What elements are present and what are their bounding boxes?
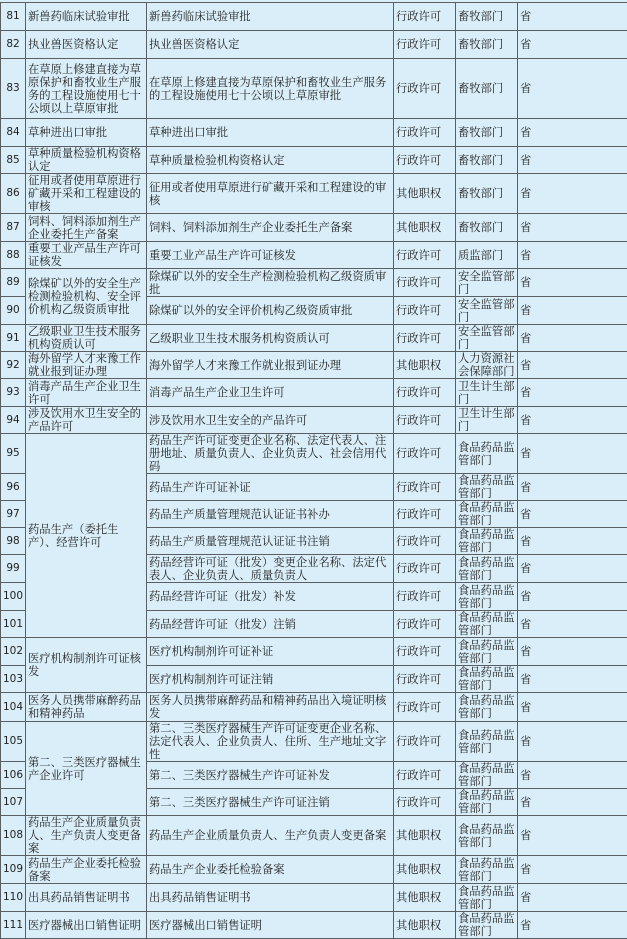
power-item-name: 征用或者使用草原进行矿藏开采和工程建设的审核 — [26, 174, 147, 214]
power-item-name: 草种进出口审批 — [26, 119, 147, 147]
row-number: 100 — [1, 583, 26, 611]
power-item-name: 乙级职业卫生技术服务机构资质认可 — [26, 325, 147, 352]
sub-item-name: 消毒产品生产企业卫生许可 — [147, 379, 394, 407]
sub-item-name: 药品生产许可证变更企业名称、法定代表人、注册地址、质量负责人、企业负责人、社会信用代码 — [147, 434, 394, 474]
level: 省 — [518, 912, 627, 939]
power-type: 其他职权 — [394, 174, 456, 214]
power-item-name: 药品生产（委托生产）、经营许可 — [26, 434, 147, 638]
power-type: 行政许可 — [394, 789, 456, 816]
power-type: 行政许可 — [394, 474, 456, 501]
power-type: 行政许可 — [394, 583, 456, 611]
sub-item-name: 药品经营许可证（批发）注销 — [147, 611, 394, 638]
department: 食品药品监管部门 — [456, 434, 518, 474]
row-number: 83 — [1, 59, 26, 119]
row-number: 86 — [1, 174, 26, 214]
level: 省 — [518, 147, 627, 174]
table-row — [1, 352, 627, 379]
table-row — [1, 912, 627, 939]
level: 省 — [518, 174, 627, 214]
department: 畜牧部门 — [456, 59, 518, 119]
department: 食品药品监管部门 — [456, 501, 518, 528]
department: 畜牧部门 — [456, 174, 518, 214]
level: 省 — [518, 789, 627, 816]
department: 食品药品监管部门 — [456, 666, 518, 693]
level: 省 — [518, 407, 627, 434]
power-type: 行政许可 — [394, 59, 456, 119]
sub-item-name: 出具药品销售证明书 — [147, 884, 394, 912]
row-number: 91 — [1, 325, 26, 352]
row-number: 97 — [1, 501, 26, 528]
row-number: 106 — [1, 762, 26, 789]
level: 省 — [518, 31, 627, 59]
row-number: 101 — [1, 611, 26, 638]
table-row — [1, 856, 627, 884]
level: 省 — [518, 119, 627, 147]
power-item-name: 草种质量检验机构资格认定 — [26, 147, 147, 174]
sub-item-name: 药品生产质量管理规范认证证书注销 — [147, 528, 394, 555]
level: 省 — [518, 214, 627, 242]
department: 食品药品监管部门 — [456, 693, 518, 722]
table-row — [1, 59, 627, 119]
level: 省 — [518, 693, 627, 722]
row-number: 90 — [1, 297, 26, 325]
table-row — [1, 269, 627, 297]
power-type: 其他职权 — [394, 214, 456, 242]
row-number: 107 — [1, 789, 26, 816]
table-row — [1, 119, 627, 147]
power-type: 行政许可 — [394, 119, 456, 147]
sub-item-name: 新兽药临床试验审批 — [147, 3, 394, 31]
row-number: 104 — [1, 693, 26, 722]
level: 省 — [518, 762, 627, 789]
department: 安全监管部门 — [456, 269, 518, 297]
power-item-name: 第二、三类医疗器械生产企业许可 — [26, 722, 147, 816]
sub-item-name: 饲料、饲料添加剂生产企业委托生产备案 — [147, 214, 394, 242]
power-type: 行政许可 — [394, 434, 456, 474]
sub-item-name: 草种进出口审批 — [147, 119, 394, 147]
department: 畜牧部门 — [456, 214, 518, 242]
level: 省 — [518, 638, 627, 666]
power-type: 其他职权 — [394, 856, 456, 884]
power-type: 行政许可 — [394, 147, 456, 174]
level: 省 — [518, 666, 627, 693]
level: 省 — [518, 269, 627, 297]
department: 食品药品监管部门 — [456, 474, 518, 501]
power-type: 行政许可 — [394, 242, 456, 269]
department: 安全监管部门 — [456, 297, 518, 325]
power-item-name: 涉及饮用水卫生安全的产品许可 — [26, 407, 147, 434]
table-row — [1, 147, 627, 174]
department: 食品药品监管部门 — [456, 555, 518, 583]
row-number: 99 — [1, 555, 26, 583]
level: 省 — [518, 555, 627, 583]
power-type: 行政许可 — [394, 638, 456, 666]
sub-item-name: 在草原上修建直接为草原保护和畜牧业生产服务的工程设施使用七十公顷以上草原审批 — [147, 59, 394, 119]
row-number: 102 — [1, 638, 26, 666]
level: 省 — [518, 722, 627, 762]
power-type: 其他职权 — [394, 884, 456, 912]
table-row — [1, 174, 627, 214]
power-item-name: 除煤矿以外的安全生产检测检验机构、安全评价机构乙级资质审批 — [26, 269, 147, 325]
row-number: 111 — [1, 912, 26, 939]
row-number: 84 — [1, 119, 26, 147]
power-type: 行政许可 — [394, 379, 456, 407]
row-number: 82 — [1, 31, 26, 59]
table-row — [1, 816, 627, 856]
power-item-name: 消毒产品生产企业卫生许可 — [26, 379, 147, 407]
table-row — [1, 31, 627, 59]
department: 食品药品监管部门 — [456, 856, 518, 884]
level: 省 — [518, 297, 627, 325]
power-type: 其他职权 — [394, 352, 456, 379]
sub-item-name: 医务人员携带麻醉药品和精神药品出入境证明核发 — [147, 693, 394, 722]
sub-item-name: 第二、三类医疗器械生产许可证注销 — [147, 789, 394, 816]
power-type: 行政许可 — [394, 269, 456, 297]
sub-item-name: 医疗机构制剂许可证注销 — [147, 666, 394, 693]
power-type: 行政许可 — [394, 528, 456, 555]
row-number: 88 — [1, 242, 26, 269]
sub-item-name: 药品生产企业委托检验备案 — [147, 856, 394, 884]
row-number: 89 — [1, 269, 26, 297]
row-number: 96 — [1, 474, 26, 501]
row-number: 109 — [1, 856, 26, 884]
power-type: 行政许可 — [394, 407, 456, 434]
row-number: 110 — [1, 884, 26, 912]
power-type: 行政许可 — [394, 325, 456, 352]
level: 省 — [518, 379, 627, 407]
power-item-name: 饲料、饲料添加剂生产企业委托生产备案 — [26, 214, 147, 242]
power-item-name: 执业兽医资格认定 — [26, 31, 147, 59]
department: 食品药品监管部门 — [456, 528, 518, 555]
table-row — [1, 407, 627, 434]
table-row — [1, 379, 627, 407]
power-type: 行政许可 — [394, 611, 456, 638]
power-item-name: 医务人员携带麻醉药品和精神药品 — [26, 693, 147, 722]
department: 食品药品监管部门 — [456, 722, 518, 762]
level: 省 — [518, 242, 627, 269]
sub-item-name: 涉及饮用水卫生安全的产品许可 — [147, 407, 394, 434]
table-row — [1, 214, 627, 242]
level: 省 — [518, 3, 627, 31]
table-row — [1, 884, 627, 912]
department: 质监部门 — [456, 242, 518, 269]
power-type: 行政许可 — [394, 297, 456, 325]
department: 食品药品监管部门 — [456, 762, 518, 789]
power-item-name: 药品生产企业委托检验备案 — [26, 856, 147, 884]
sub-item-name: 药品生产企业质量负责人、生产负责人变更备案 — [147, 816, 394, 856]
power-type: 行政许可 — [394, 31, 456, 59]
power-type: 行政许可 — [394, 501, 456, 528]
sub-item-name: 除煤矿以外的安全评价机构乙级资质审批 — [147, 297, 394, 325]
sub-item-name: 药品生产许可证补证 — [147, 474, 394, 501]
level: 省 — [518, 325, 627, 352]
department: 食品药品监管部门 — [456, 884, 518, 912]
department: 卫生计生部门 — [456, 407, 518, 434]
row-number: 105 — [1, 722, 26, 762]
table-row — [1, 722, 627, 762]
table-row — [1, 242, 627, 269]
level: 省 — [518, 583, 627, 611]
power-list-table — [0, 2, 627, 939]
row-number: 81 — [1, 3, 26, 31]
sub-item-name: 药品生产质量管理规范认证证书补办 — [147, 501, 394, 528]
sub-item-name: 征用或者使用草原进行矿藏开采和工程建设的审核 — [147, 174, 394, 214]
power-type: 行政许可 — [394, 762, 456, 789]
power-item-name: 药品生产企业质量负责人、生产负责人变更备案 — [26, 816, 147, 856]
power-item-name: 在草原上修建直接为草原保护和畜牧业生产服务的工程设施使用七十公顷以上草原审批 — [26, 59, 147, 119]
table-row — [1, 3, 627, 31]
sub-item-name: 第二、三类医疗器械生产许可证补发 — [147, 762, 394, 789]
table-row — [1, 325, 627, 352]
department: 食品药品监管部门 — [456, 583, 518, 611]
level: 省 — [518, 884, 627, 912]
level: 省 — [518, 501, 627, 528]
level: 省 — [518, 474, 627, 501]
sub-item-name: 第二、三类医疗器械生产许可证变更企业名称、法定代表人、企业负责人、住所、生产地址文字性 — [147, 722, 394, 762]
power-type: 行政许可 — [394, 555, 456, 583]
power-type: 行政许可 — [394, 722, 456, 762]
table-row — [1, 693, 627, 722]
level: 省 — [518, 352, 627, 379]
sub-item-name: 重要工业产品生产许可证核发 — [147, 242, 394, 269]
sub-item-name: 医疗器械出口销售证明 — [147, 912, 394, 939]
level: 省 — [518, 59, 627, 119]
sub-item-name: 除煤矿以外的安全生产检测检验机构乙级资质审批 — [147, 269, 394, 297]
power-item-name: 出具药品销售证明书 — [26, 884, 147, 912]
department: 安全监管部门 — [456, 325, 518, 352]
department: 食品药品监管部门 — [456, 638, 518, 666]
sub-item-name: 草种质量检验机构资格认定 — [147, 147, 394, 174]
power-item-name: 新兽药临床试验审批 — [26, 3, 147, 31]
sub-item-name: 执业兽医资格认定 — [147, 31, 394, 59]
row-number: 103 — [1, 666, 26, 693]
department: 畜牧部门 — [456, 31, 518, 59]
power-type: 其他职权 — [394, 816, 456, 856]
sub-item-name: 海外留学人才来豫工作就业报到证办理 — [147, 352, 394, 379]
sub-item-name: 药品经营许可证（批发）变更企业名称、法定代表人、企业负责人、质量负责人 — [147, 555, 394, 583]
sub-item-name: 药品经营许可证（批发）补发 — [147, 583, 394, 611]
department: 食品药品监管部门 — [456, 611, 518, 638]
row-number: 94 — [1, 407, 26, 434]
power-item-name: 重要工业产品生产许可证核发 — [26, 242, 147, 269]
table-row — [1, 638, 627, 666]
power-item-name: 海外留学人才来豫工作就业报到证办理 — [26, 352, 147, 379]
power-type: 行政许可 — [394, 693, 456, 722]
department: 食品药品监管部门 — [456, 789, 518, 816]
row-number: 93 — [1, 379, 26, 407]
row-number: 92 — [1, 352, 26, 379]
table-row — [1, 434, 627, 474]
sub-item-name: 乙级职业卫生技术服务机构资质认可 — [147, 325, 394, 352]
row-number: 95 — [1, 434, 26, 474]
row-number: 87 — [1, 214, 26, 242]
power-type: 行政许可 — [394, 666, 456, 693]
power-type: 其他职权 — [394, 912, 456, 939]
department: 食品药品监管部门 — [456, 816, 518, 856]
department: 卫生计生部门 — [456, 379, 518, 407]
department: 畜牧部门 — [456, 147, 518, 174]
level: 省 — [518, 856, 627, 884]
department: 畜牧部门 — [456, 3, 518, 31]
level: 省 — [518, 434, 627, 474]
row-number: 85 — [1, 147, 26, 174]
power-item-name: 医疗机构制剂许可证核发 — [26, 638, 147, 693]
department: 人力资源社会保障部门 — [456, 352, 518, 379]
department: 畜牧部门 — [456, 119, 518, 147]
row-number: 98 — [1, 528, 26, 555]
level: 省 — [518, 611, 627, 638]
level: 省 — [518, 816, 627, 856]
row-number: 108 — [1, 816, 26, 856]
level: 省 — [518, 528, 627, 555]
power-item-name: 医疗器械出口销售证明 — [26, 912, 147, 939]
department: 食品药品监管部门 — [456, 912, 518, 939]
table-body — [1, 3, 627, 939]
power-type: 行政许可 — [394, 3, 456, 31]
sub-item-name: 医疗机构制剂许可证补证 — [147, 638, 394, 666]
